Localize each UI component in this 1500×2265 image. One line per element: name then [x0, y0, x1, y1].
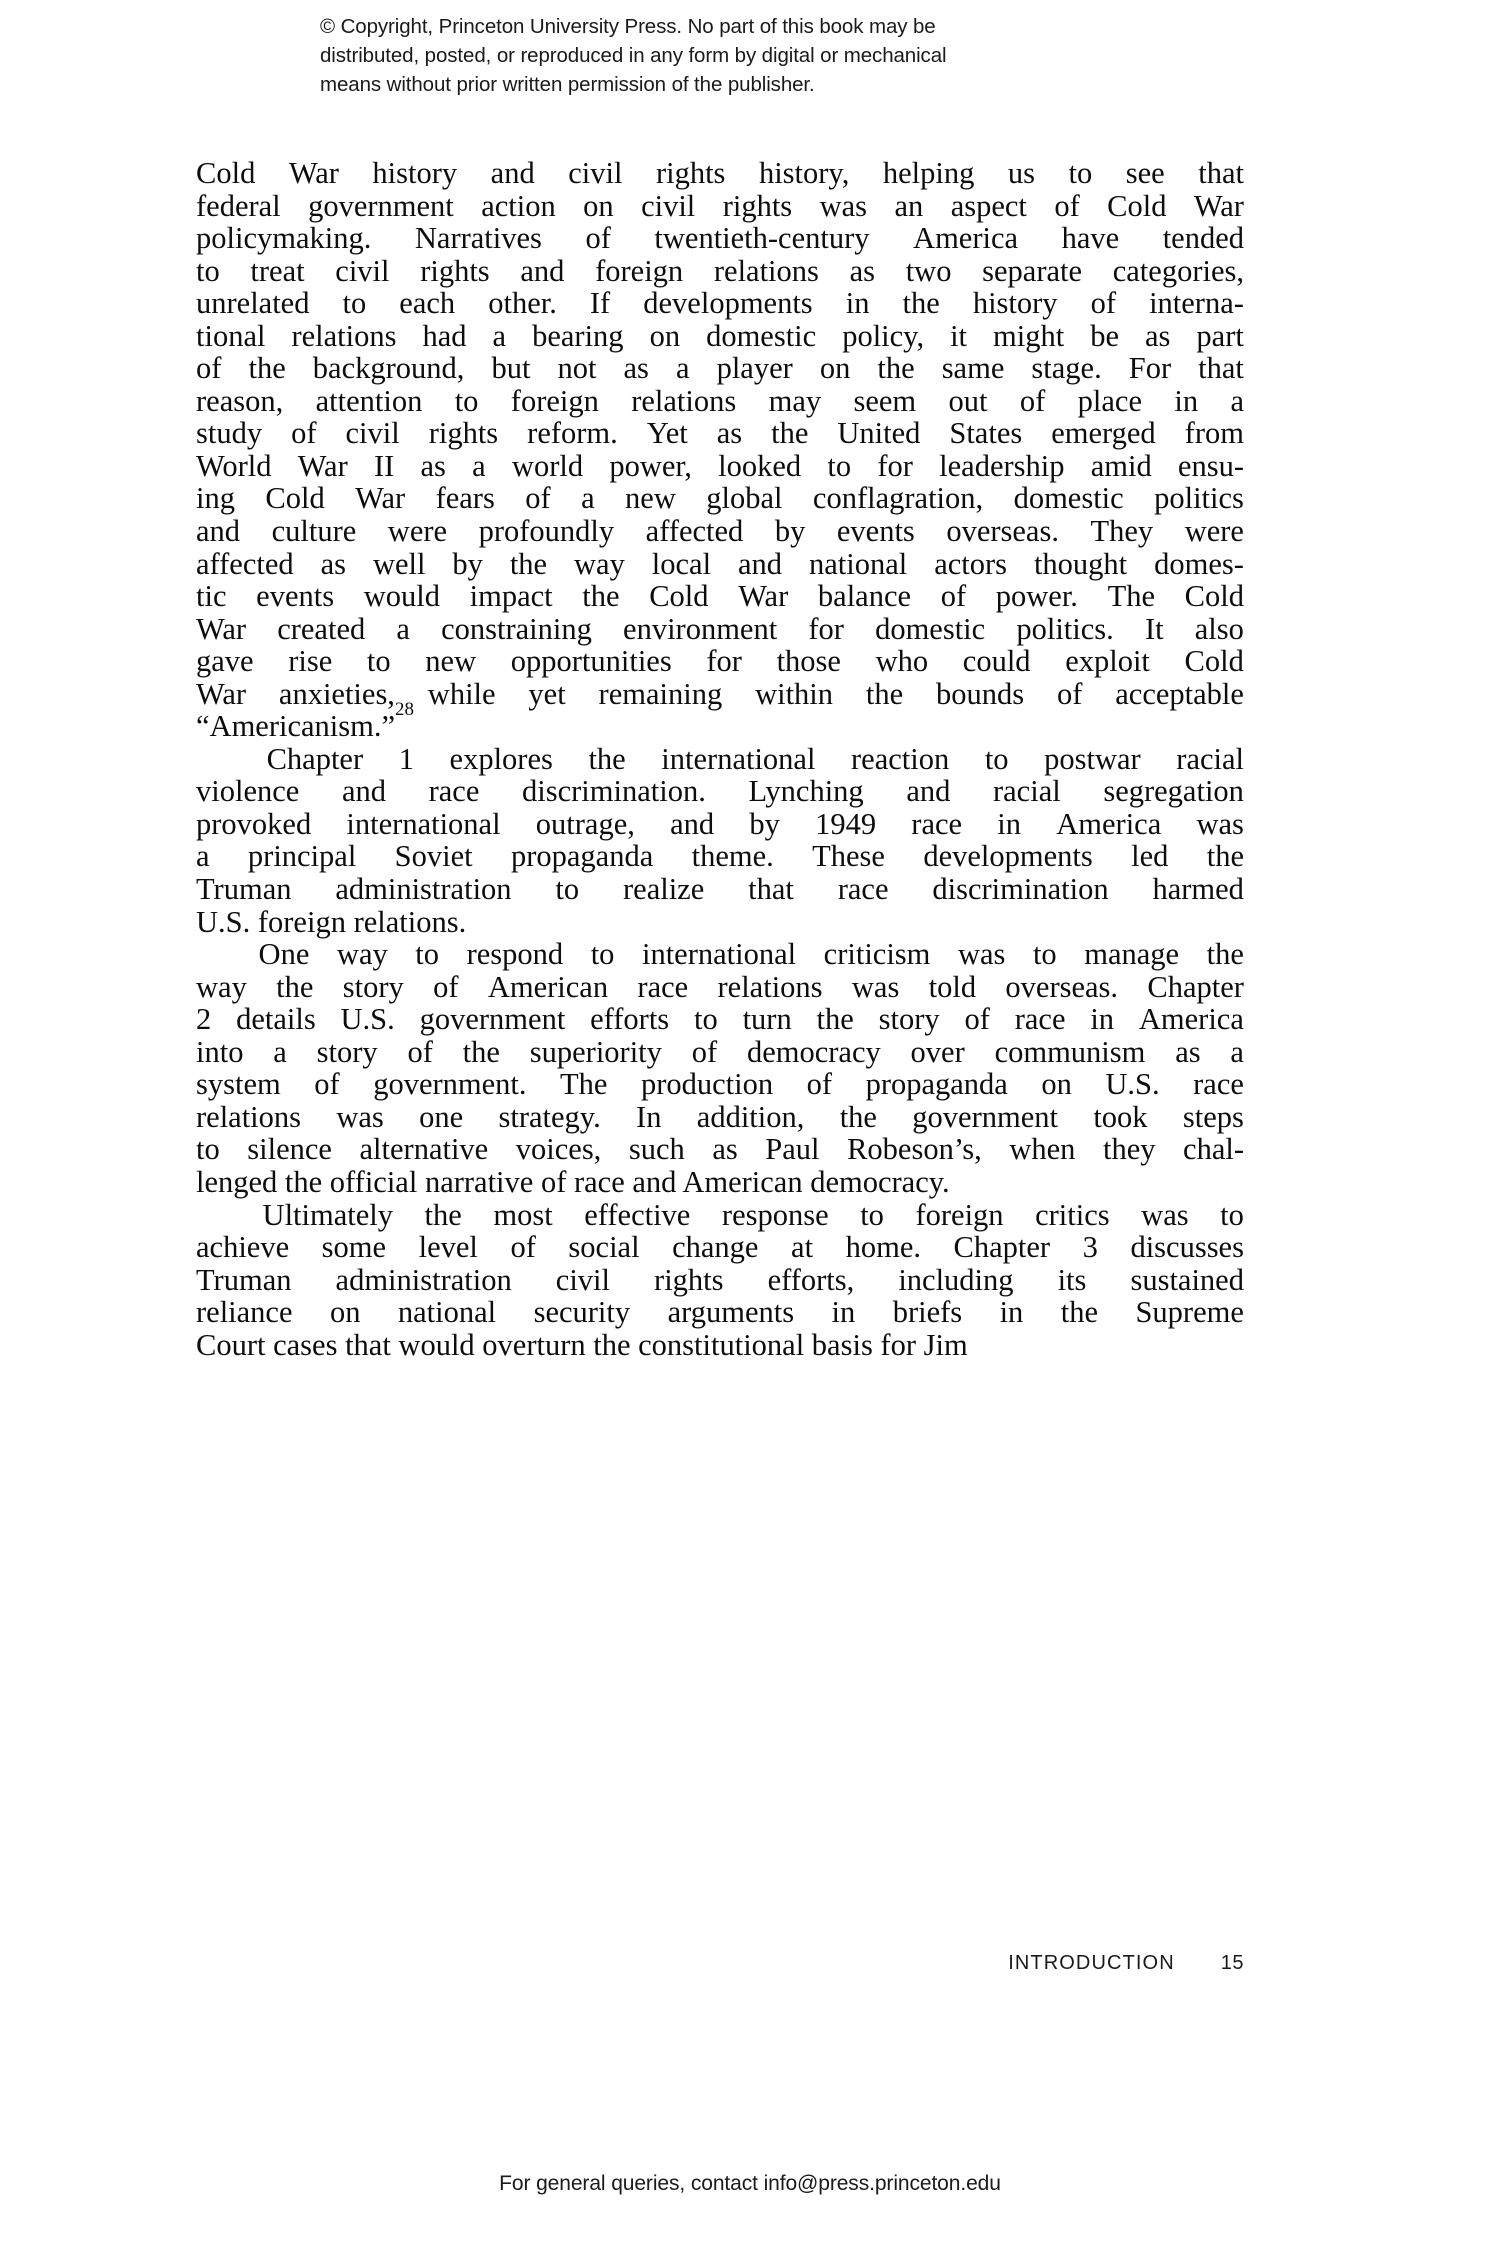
text-line: U.S. foreign relations.: [196, 904, 467, 939]
text-line: ing Cold War fears of a new global conflagration, domestic politics: [196, 481, 1244, 516]
text-line: unrelated to each other. If developments in the history of interna-: [196, 286, 1244, 321]
text-line: violence and race discrimination. Lynching and racial segregation: [196, 774, 1244, 809]
text-line: reliance on national security arguments in briefs in the Supreme: [196, 1295, 1244, 1330]
text-line: Truman administration to realize that race discrimination harmed: [196, 872, 1244, 907]
running-foot-chapter-name: INTRODUCTION: [1008, 1952, 1175, 1974]
text-line: policymaking. Narratives of twentieth-century America have tended: [196, 221, 1244, 256]
para-chapter-1: [196, 743, 1244, 938]
text-line: World War II as a world power, looked to for leadership amid ensu-: [196, 448, 1244, 483]
text-line: into a story of the superiority of democracy over communism as a: [196, 1034, 1244, 1069]
text-line: 2 details U.S. government efforts to turn the story of race in America: [196, 1002, 1244, 1037]
general-queries-line: For general queries, contact info@press.princeton.edu: [499, 2172, 1001, 2195]
text-line: Chapter 1 explores the international reaction to postwar racial: [196, 743, 1244, 776]
text-line: to treat civil rights and foreign relations as two separate categories,: [196, 253, 1244, 288]
paragraph-indent: [196, 938, 231, 971]
copyright-notice-line-3: means without prior written permission of the publisher.: [320, 73, 815, 96]
paragraph-indent: [196, 743, 231, 776]
text-line: relations was one strategy. In addition, the government took steps: [196, 1099, 1244, 1134]
text-line: of the background, but not as a player on the same stage. For that: [196, 351, 1244, 386]
text-line: tic events would impact the Cold War balance of power. The Cold: [196, 579, 1244, 614]
page-number: 15: [1220, 1952, 1244, 1974]
text-line: to silence alternative voices, such as Paul Robeson’s, when they chal-: [196, 1132, 1244, 1167]
text-line: Ultimately the most effective response to foreign critics was to: [196, 1199, 1244, 1232]
text-line: gave rise to new opportunities for those who could exploit Cold: [196, 644, 1244, 679]
text-line: way the story of American race relations was told overseas. Chapter: [196, 969, 1244, 1004]
text-line: Cold War history and civil rights history, helping us to see that: [196, 156, 1244, 190]
running-foot: [196, 1952, 1244, 1975]
text-line: a principal Soviet propaganda theme. These developments led the: [196, 839, 1244, 874]
text-line: lenged the official narrative of race and American democracy.: [196, 1164, 950, 1199]
paragraph-indent: [196, 1199, 231, 1232]
text-line: War anxieties, while yet remaining within the bounds of acceptable: [196, 676, 1244, 711]
text-line: federal government action on civil rights was an aspect of Cold War: [196, 188, 1244, 223]
para-chapter-3: [196, 1199, 1244, 1362]
text-line: tional relations had a bearing on domestic policy, it might be as part: [196, 318, 1244, 353]
para-chapter-2: [196, 938, 1244, 1198]
footnote-marker: 28: [395, 699, 414, 721]
copyright-notice-line-1: © Copyright, Princeton University Press. No part of this book may be: [320, 15, 936, 38]
copyright-notice-line-2: distributed, posted, or reproduced in any form by digital or mechanical: [320, 44, 947, 67]
text-line: “Americanism.” 28: [196, 699, 414, 744]
body-text-block: [196, 157, 1244, 1361]
text-line: study of civil rights reform. Yet as the United States emerged from: [196, 416, 1244, 451]
para-cold-war: [196, 157, 1244, 743]
text-line: system of government. The production of propaganda on U.S. race: [196, 1067, 1244, 1102]
text-line: Court cases that would overturn the constitutional basis for Jim: [196, 1327, 968, 1362]
text-line: reason, attention to foreign relations may seem out of place in a: [196, 383, 1244, 418]
text-line: achieve some level of social change at home. Chapter 3 discusses: [196, 1230, 1244, 1265]
text-line: and culture were profoundly affected by events overseas. They were: [196, 514, 1244, 549]
text-line: Truman administration civil rights efforts, including its sustained: [196, 1262, 1244, 1297]
copyright-notice: [320, 12, 947, 99]
text-line: War created a constraining environment for domestic politics. It also: [196, 611, 1244, 646]
text-line: One way to respond to international criticism was to manage the: [196, 938, 1244, 971]
text-line: affected as well by the way local and national actors thought domes-: [196, 546, 1244, 581]
text-line: provoked international outrage, and by 1949 race in America was: [196, 806, 1244, 841]
